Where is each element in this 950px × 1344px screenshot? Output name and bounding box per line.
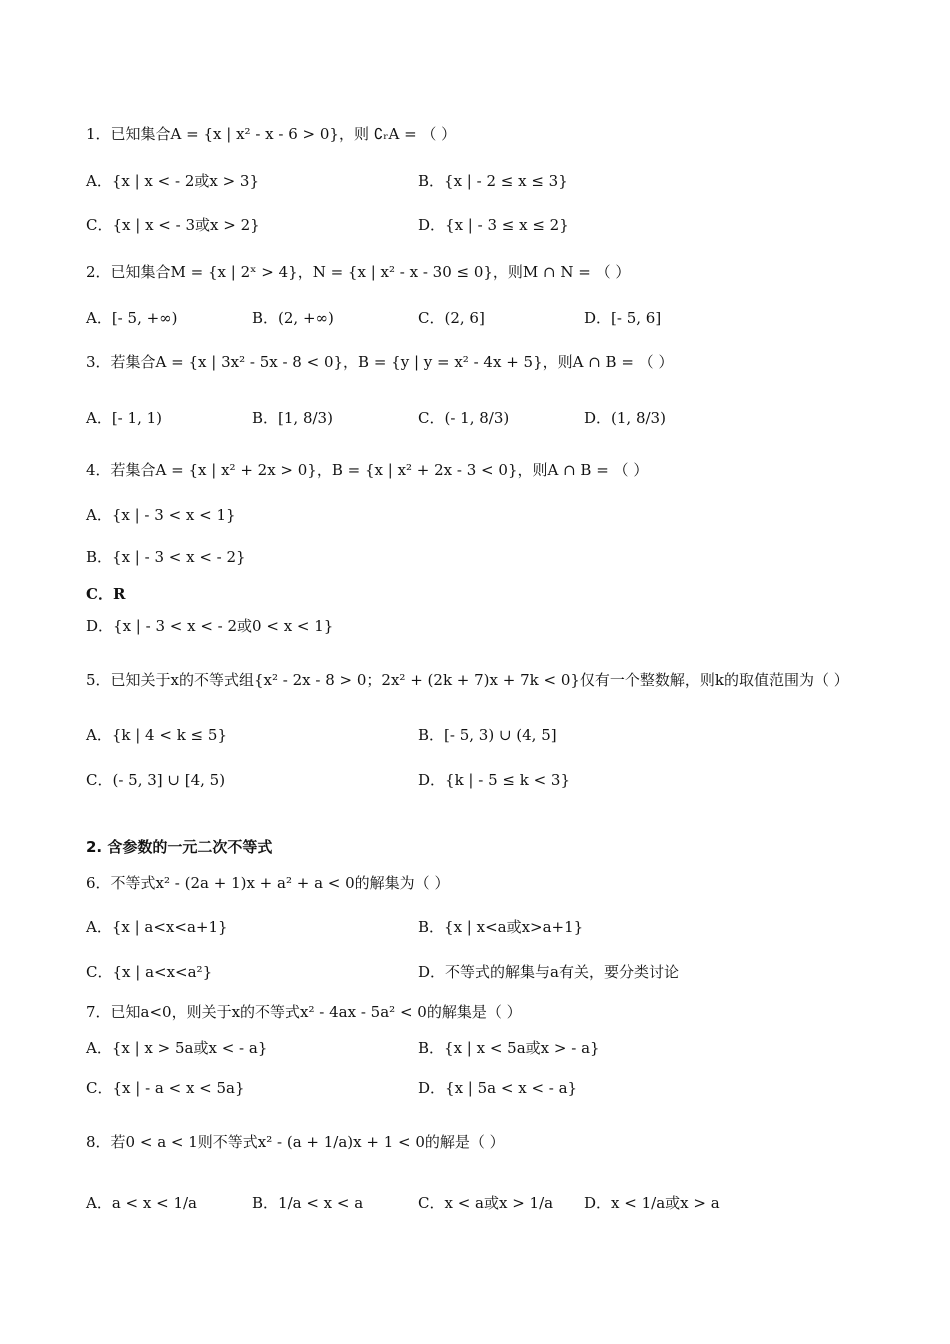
question-1-option-a[interactable]: A．{x | x < - 2或x > 3} [86, 172, 260, 190]
question-6-option-c[interactable]: C．{x | a<x<a²} [86, 963, 213, 981]
question-8-option-b[interactable]: B．1/a < x < a [252, 1194, 364, 1212]
question-1-option-c[interactable]: C．{x | x < - 3或x > 2} [86, 216, 260, 234]
question-2-option-a[interactable]: A．[- 5, +∞) [86, 309, 178, 327]
question-6-option-a[interactable]: A．{x | a<x<a+1} [86, 918, 228, 936]
question-5-option-a[interactable]: A．{k | 4 < k ≤ 5} [86, 726, 227, 744]
question-7-option-a[interactable]: A．{x | x > 5a或x < - a} [86, 1039, 268, 1057]
question-5-stem: 5．已知关于x的不等式组{x² - 2x - 8 > 0；2x² + (2k + 7)x + 7k < 0}仅有一个整数解，则k的取值范围为（ ） [86, 671, 849, 689]
section-heading: 2. 含参数的一元二次不等式 [86, 838, 273, 856]
question-8-option-d[interactable]: D．x < 1/a或x > a [584, 1194, 720, 1212]
question-4-option-d[interactable]: D．{x | - 3 < x < - 2或0 < x < 1} [86, 617, 334, 635]
question-8-stem: 8．若0 < a < 1则不等式x² - (a + 1/a)x + 1 < 0的解是（ ） [86, 1133, 505, 1151]
question-6-stem: 6．不等式x² - (2a + 1)x + a² + a < 0的解集为（ ） [86, 874, 450, 892]
question-3-option-d[interactable]: D．(1, 8/3) [584, 409, 666, 427]
question-7-option-d[interactable]: D．{x | 5a < x < - a} [418, 1079, 578, 1097]
question-1-stem: 1．已知集合A = {x | x² - x - 6 > 0}，则 ∁ᵣA = （ ） [86, 125, 457, 143]
question-6-option-d[interactable]: D．不等式的解集与a有关，要分类讨论 [418, 963, 679, 981]
question-4-option-b[interactable]: B．{x | - 3 < x < - 2} [86, 548, 246, 566]
question-5-option-c[interactable]: C．(- 5, 3] ∪ [4, 5) [86, 771, 226, 789]
question-4-option-a[interactable]: A．{x | - 3 < x < 1} [86, 506, 236, 524]
question-2-option-b[interactable]: B．(2, +∞) [252, 309, 334, 327]
question-7-option-b[interactable]: B．{x | x < 5a或x > - a} [418, 1039, 600, 1057]
question-4-option-c[interactable]: C．R [86, 585, 126, 603]
question-2-option-c[interactable]: C．(2, 6] [418, 309, 485, 327]
question-3-option-a[interactable]: A．[- 1, 1) [86, 409, 162, 427]
question-5-option-d[interactable]: D．{k | - 5 ≤ k < 3} [418, 771, 571, 789]
question-7-stem: 7．已知a<0，则关于x的不等式x² - 4ax - 5a² < 0的解集是（ ） [86, 1003, 522, 1021]
question-2-option-d[interactable]: D．[- 5, 6] [584, 309, 662, 327]
question-8-option-c[interactable]: C．x < a或x > 1/a [418, 1194, 554, 1212]
question-5-option-b[interactable]: B．[- 5, 3) ∪ (4, 5] [418, 726, 557, 744]
question-8-option-a[interactable]: A．a < x < 1/a [86, 1194, 197, 1212]
question-2-stem: 2．已知集合M = {x | 2ˣ > 4}，N = {x | x² - x - 30 ≤ 0}，则M ∩ N = （ ） [86, 263, 631, 281]
question-6-option-b[interactable]: B．{x | x<a或x>a+1} [418, 918, 584, 936]
question-4-stem: 4．若集合A = {x | x² + 2x > 0}，B = {x | x² + 2x - 3 < 0}，则A ∩ B = （ ） [86, 461, 649, 479]
question-1-option-d[interactable]: D．{x | - 3 ≤ x ≤ 2} [418, 216, 569, 234]
question-3-option-c[interactable]: C．(- 1, 8/3) [418, 409, 510, 427]
question-3-option-b[interactable]: B．[1, 8/3) [252, 409, 333, 427]
question-1-option-b[interactable]: B．{x | - 2 ≤ x ≤ 3} [418, 172, 568, 190]
question-7-option-c[interactable]: C．{x | - a < x < 5a} [86, 1079, 245, 1097]
question-3-stem: 3．若集合A = {x | 3x² - 5x - 8 < 0}，B = {y | y = x² - 4x + 5}，则A ∩ B = （ ） [86, 353, 674, 371]
